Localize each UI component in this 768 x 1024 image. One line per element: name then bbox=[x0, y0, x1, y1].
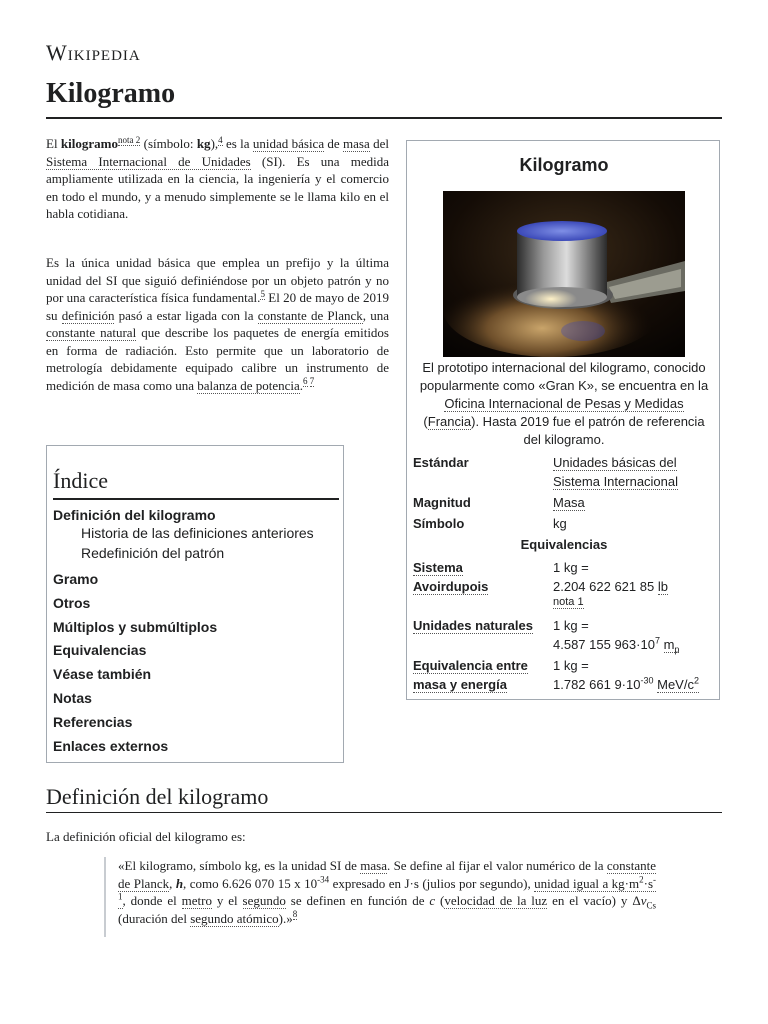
toc-item-referencias[interactable]: Referencias bbox=[53, 714, 133, 730]
link-unidades-basicas[interactable]: Unidades básicas del Sistema Internacional bbox=[553, 455, 679, 489]
link-planck-quote[interactable]: constante de Planck bbox=[118, 858, 656, 891]
link-unidad-basica[interactable]: unidad básica bbox=[252, 136, 325, 151]
row-value: kg bbox=[553, 516, 567, 531]
link-equivalencia-masa-energia[interactable]: Equivalencia entre masa y energía bbox=[413, 658, 528, 692]
link-oficina-pesas[interactable]: Oficina Internacional de Pesas y Medidas bbox=[444, 396, 684, 411]
section-intro: La definición oficial del kilogramo es: bbox=[46, 829, 246, 844]
equivalencias-heading: Equivalencias bbox=[520, 537, 608, 552]
infobox-caption: El prototipo internacional del kilogramo, conocido popularmente como «Gran K», se encuentra en la Oficina Internacional de Pesas y Medidas (Francia). Hasta 2019 fue el patrón de referencia del kilogramo. bbox=[419, 360, 709, 447]
infobox-row-masa-energia: Equivalencia entre masa y energía 1 kg = 1.782 661 $9\cdot 10^{-30}$ MeV/$c^2$ bbox=[413, 658, 699, 692]
link-mev[interactable]: MeV/$c^2$ bbox=[657, 675, 699, 692]
ref-link-7[interactable]: 7 bbox=[309, 376, 315, 387]
link-masa-planck[interactable]: $m_p$ bbox=[663, 637, 680, 655]
ref-link-4[interactable]: 4 bbox=[218, 134, 223, 145]
infobox-image[interactable] bbox=[443, 191, 685, 357]
link-lb[interactable]: lb bbox=[657, 579, 668, 594]
section-heading: Definición del kilogramo bbox=[46, 784, 269, 809]
toc-item-historia[interactable]: Historia de las definiciones anteriores bbox=[81, 525, 314, 541]
row-key: Magnitud bbox=[413, 495, 471, 510]
link-constante-planck[interactable]: constante de Planck bbox=[257, 307, 363, 323]
infobox-row-naturales: Unidades naturales 1 kg = 4.587 155 $963\cdot 10^7$ $m_p$ bbox=[413, 618, 680, 655]
link-sistema-internacional[interactable]: Sistema Internacional de Unidades bbox=[46, 153, 251, 169]
sistema-label[interactable]: Sistema bbox=[413, 560, 463, 575]
row-key: Estándar bbox=[413, 455, 469, 470]
toc-item-redefinicion[interactable]: Redefinición del patrón bbox=[81, 545, 225, 561]
link-masa-infobox[interactable]: Masa bbox=[553, 495, 585, 510]
intro-paragraph-1: El kilogramo$^{nota 2}$ (símbolo: kg),$^4$ es la unidad básica de masa del Sistema Internacional de Unidades (SI). Es una medida ampliamente utilizada en la ciencia, la ingeniería y el comercio en todo el mundo, y a menudo simplemente se le llama kilo en el habla cotidiana. bbox=[46, 134, 389, 221]
toc-item-vease[interactable]: Véase también bbox=[53, 666, 152, 682]
ref-link-6[interactable]: 6 bbox=[303, 376, 308, 387]
ref-link-8[interactable]: 8 bbox=[292, 909, 298, 920]
note-link[interactable]: nota 2 bbox=[117, 134, 141, 145]
infobox-row-sistema: Sistema Avoirdupois 1 kg = 2.204 622 621 85 lb $^{nota 1}$ bbox=[413, 560, 668, 608]
infobox bbox=[406, 140, 720, 700]
toc-item-notas[interactable]: Notas bbox=[53, 690, 92, 706]
link-avoirdupois[interactable]: Avoirdupois bbox=[413, 579, 489, 594]
link-constante-natural[interactable]: constante natural bbox=[46, 325, 137, 340]
toc-title: Índice bbox=[53, 468, 108, 493]
wikipedia-logo[interactable]: Wikipedia bbox=[46, 40, 141, 65]
link-metro[interactable]: metro bbox=[181, 893, 212, 908]
infobox-row-estandar bbox=[413, 453, 713, 491]
toc-item-definicion[interactable]: Definición del kilogramo bbox=[53, 507, 216, 523]
section-divider bbox=[46, 812, 722, 813]
bold-term: kilogramo bbox=[60, 136, 118, 151]
link-segundo-atomico[interactable]: segundo atómico bbox=[190, 910, 279, 926]
definition-quote: «El kilogramo, símbolo kg, es la unidad SI de masa. Se define al fijar el valor numérico de la constante de Planck, h, como 6.626 070 15 x $10^{-34}$ expresado en J·s (julios por segundo), unidad igual a $kg\cdot m^2\cdot s^{-1}$, donde el metro y el segundo se definen en función de c (velocidad de la luz en el vacío) y $\Delta\nu_{Cs}$ (duración del segundo atómico).»$^8$ bbox=[104, 857, 656, 937]
link-balanza-potencia[interactable]: balanza de potencia bbox=[197, 377, 300, 393]
toc-item-enlaces[interactable]: Enlaces externos bbox=[53, 738, 169, 754]
toc-divider bbox=[53, 498, 339, 500]
toc-item-otros[interactable]: Otros bbox=[53, 595, 91, 611]
link-segundo[interactable]: segundo bbox=[242, 893, 286, 908]
intro-paragraph-2: Es la única unidad básica que emplea un prefijo y la última unidad del SI que siguió definiéndose por un objeto patrón y no por una característica física fundamental.$^5$ El 20 de mayo de 2019 su definición pasó a estar ligada con la constante de Planck, una constante natural que describe los paquetes de energía emitidos en forma de radiación. Esto permite que un laboratorio de metrología debidamente equipado calibre un instrumento de medición de masa como una balanza de potencia.$^{6 7}$ bbox=[46, 255, 390, 393]
infobox-title: Kilogramo bbox=[519, 155, 609, 175]
link-francia[interactable]: Francia bbox=[427, 414, 472, 429]
link-unidades-naturales[interactable]: Unidades naturales bbox=[413, 618, 533, 633]
title-divider bbox=[46, 117, 722, 119]
link-unidad-kg[interactable]: unidad igual a $kg\cdot m^2\cdot s^{-1}$ bbox=[118, 876, 656, 910]
ref-link-5[interactable]: 5 bbox=[260, 288, 265, 299]
toc-item-multiplos[interactable]: Múltiplos y submúltiplos bbox=[53, 619, 218, 635]
table-of-contents bbox=[46, 445, 344, 763]
link-masa-quote[interactable]: masa bbox=[360, 858, 387, 873]
link-masa[interactable]: masa bbox=[343, 136, 370, 151]
link-velocidad-luz[interactable]: velocidad de la luz bbox=[444, 893, 548, 908]
toc-item-gramo[interactable]: Gramo bbox=[53, 571, 99, 587]
note-1-link[interactable]: nota 1 bbox=[553, 596, 584, 608]
row-key: Símbolo bbox=[413, 516, 465, 531]
link-definicion[interactable]: definición bbox=[61, 307, 115, 323]
toc-item-equivalencias[interactable]: Equivalencias bbox=[53, 642, 147, 658]
page-title: Kilogramo bbox=[46, 78, 176, 109]
